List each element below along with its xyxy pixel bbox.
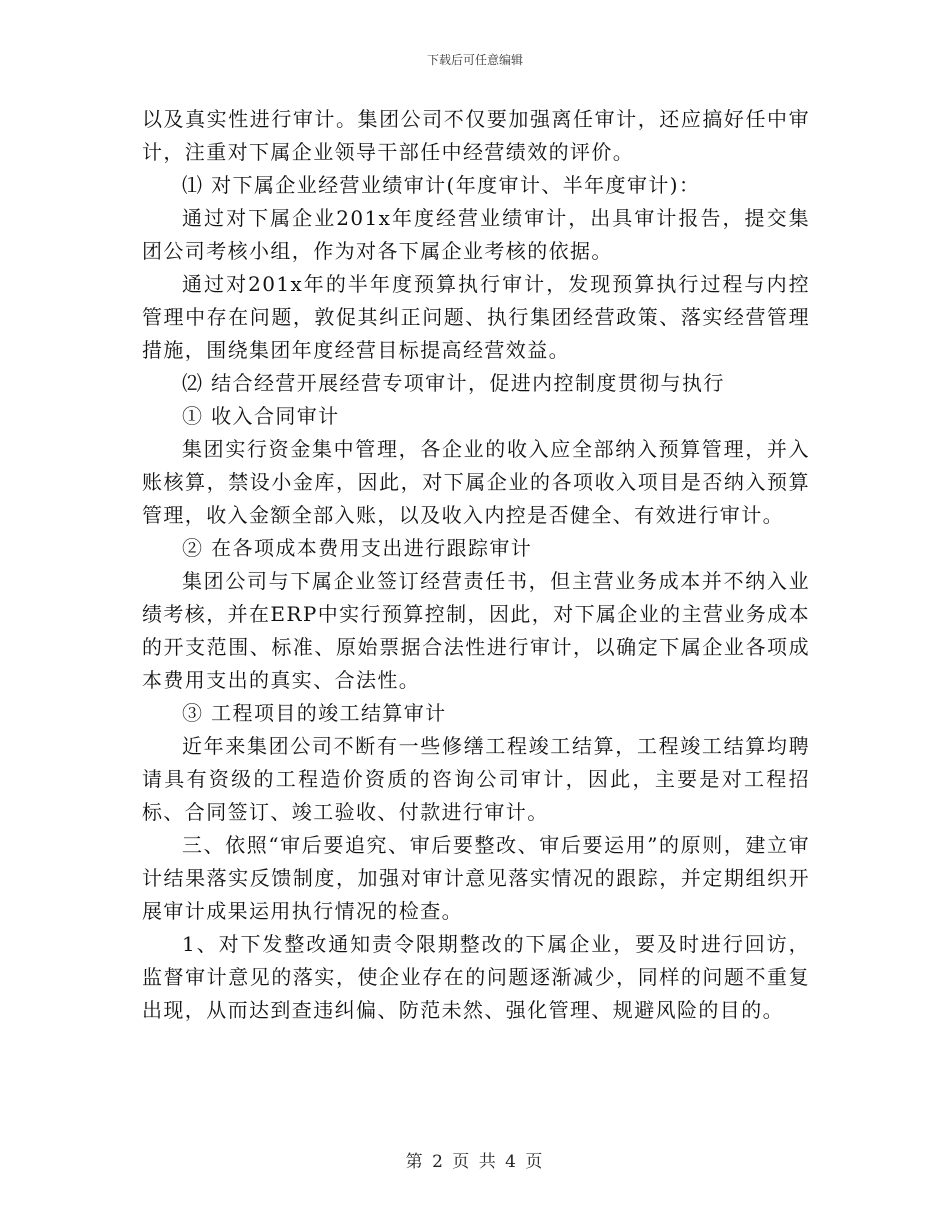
paragraph-10: ③ 工程项目的竣工结算审计	[182, 701, 447, 725]
paragraph-5: ⑵ 结合经营开展经营专项审计，促进内控制度贯彻与执行	[182, 371, 725, 395]
paragraph-13: 1、对下发整改通知责令限期整改的下属企业，要及时进行回访，监督审计意见的落实，使企业存在的问题逐渐减少，同样的问题不重复出现，从而达到查违纠偏、防范未然、强化管理、规避风险的目的。	[142, 932, 810, 1022]
page-number-footer	[0, 1150, 950, 1174]
page-header-note: 下载后可任意编辑	[426, 53, 523, 67]
paragraph-4: 通过对201x年的半年度预算执行审计，发现预算执行过程与内控管理中存在问题，敦促其纠正问题、执行集团经营政策、落实经营管理措施，围绕集团年度经营目标提高经营效益。	[142, 272, 810, 362]
paragraph-3: 通过对下属企业201x年度经营业绩审计，出具审计报告，提交集团公司考核小组，作为对各下属企业考核的依据。	[142, 206, 810, 263]
paragraph-9: 集团公司与下属企业签订经营责任书，但主营业务成本并不纳入业绩考核，并在ERP中实行预算控制，因此，对下属企业的主营业务成本的开支范围、标准、原始票据合法性进行审计，以确定下属企业各项成本费用支出的真实、合法性。	[142, 569, 810, 692]
paragraph-2: ⑴ 对下属企业经营业绩审计(年度审计、半年度审计)：	[182, 173, 701, 197]
page-number-label: 第 2 页 共 4 页	[405, 1152, 545, 1172]
paragraph-6: ① 收入合同审计	[182, 404, 340, 428]
paragraph-8: ② 在各项成本费用支出进行跟踪审计	[182, 536, 533, 560]
paragraph-11: 近年来集团公司不断有一些修缮工程竣工结算，工程竣工结算均聘请具有资级的工程造价资质的咨询公司审计，因此，主要是对工程招标、合同签订、竣工验收、付款进行审计。	[142, 734, 810, 824]
paragraph-12: 三、依照“审后要追究、审后要整改、审后要运用”的原则，建立审计结果落实反馈制度，加强对审计意见落实情况的跟踪，并定期组织开展审计成果运用执行情况的检查。	[142, 833, 810, 923]
paragraph-7: 集团实行资金集中管理，各企业的收入应全部纳入预算管理，并入账核算，禁设小金库，因此，对下属企业的各项收入项目是否纳入预算管理，收入金额全部入账，以及收入内控是否健全、有效进行审计。	[142, 437, 810, 527]
paragraph-1: 以及真实性进行审计。集团公司不仅要加强离任审计，还应搞好任中审计，注重对下属企业领导干部任中经营绩效的评价。	[142, 107, 810, 164]
document-body	[142, 103, 810, 1027]
